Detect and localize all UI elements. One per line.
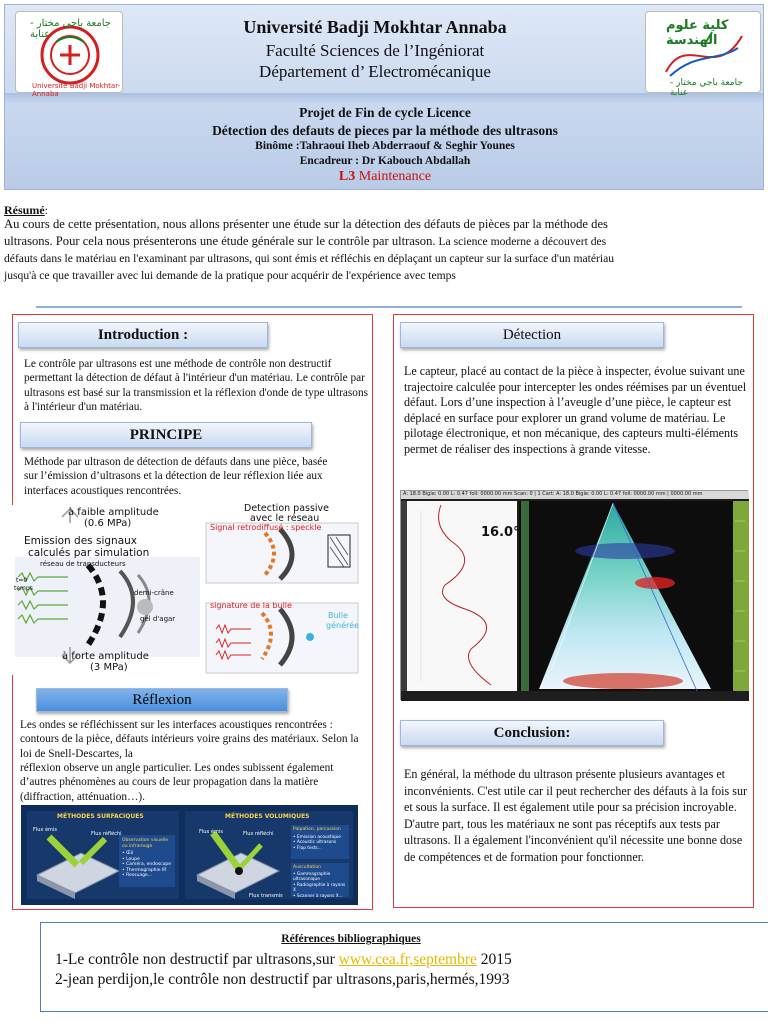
reference-1-year: 2015	[476, 951, 512, 968]
flux-emis-right: Flux émis	[199, 829, 223, 835]
resume-line-3: défauts dans le matériau en l'examinant par ultrasons, qui sont émis et réfléchis en déplaçant un capteur sur la surface d'un matériau	[4, 252, 615, 265]
fig-high-mpa: (3 MPa)	[90, 662, 128, 673]
scan-topbar-left: A: 18.0 Bigle: 0.00 L: 0.47 foll: 0000.00 mm	[403, 491, 513, 497]
obs-item: • Ressuage...	[122, 873, 152, 879]
scan-topbar-right: Scan: 0 | 1 Cart: A: 18.0 Bigle: 0.00 L: 0.47 foll: 0000.00 mm | 0000.00 mm	[514, 491, 703, 497]
faculty-name: Faculté Sciences de l’Ingéniorat	[265, 41, 485, 60]
principe-text: Méthode par ultrason de détection de défauts dans une pièce, basée sur l’émission d’ultrasons et la détection de leur réflexion liée aux interfaces acoustiques rencontrées.	[24, 456, 328, 497]
poster-header	[4, 4, 764, 190]
principe-heading: PRINCIPE	[20, 422, 312, 448]
logo-left-caption: Université Badji Mokhtar-Annaba	[32, 82, 121, 98]
methods-volume-title: MÉTHODES VOLUMIQUES	[225, 813, 310, 820]
resume-label: Résumé	[4, 203, 45, 217]
conclusion-text: En général, la méthode du ultrason présente plusieurs avantages et inconvénients. C'est utile car il peut rechercher des défauts à la fois sur et sous la surface. Il est également utile pour sa précision incroyable. D'autre part, tous les matériaux ne sont pas réceptifs aux tests par ultrasons. Il a également l'inconvénient qu'il nécessite une bonne dose de compétences et de formation pour fonctionner.	[404, 767, 748, 864]
resume-line-4: jusqu'à ce que travailler avec lui demande de la pratique pour acquérir de l'expérience avec temps	[4, 269, 456, 282]
obs-item: • Thermographie IR	[122, 867, 167, 873]
binome-names: Binôme :Tahraoui Iheb Abderraouf & Seghir Younes	[255, 140, 515, 152]
reference-1	[55, 951, 512, 969]
obs-item: • Œil	[122, 851, 134, 856]
ausc-item: • Gammagraphie ultrasonique	[293, 872, 331, 883]
supervisor: Encadreur : Dr Kabouch Abdallah	[299, 155, 471, 167]
fig-demicrane: demi-crâne	[134, 589, 174, 597]
flux-transmis: Flux transmis	[249, 893, 283, 899]
faculty-logo-right	[645, 11, 761, 98]
fig-calc: calculés par simulation	[28, 547, 150, 559]
level-code: L3	[338, 169, 356, 184]
perc-item: • Emission acoustique	[293, 835, 341, 840]
methods-surface-title: MÉTHODES SURFACIQUES	[57, 813, 144, 820]
flux-emis-left: Flux émis	[33, 827, 57, 833]
reflexion-text-2: réflexion observe un angle particulier. Les ondes subissent également d’autres phénomènes au cours de leur propagation dans la matière (diffraction, atténuation…).	[20, 762, 334, 803]
methods-figure	[21, 805, 358, 905]
percussion-list	[293, 835, 349, 851]
fig-low-mpa: (0.6 MPa)	[84, 518, 132, 529]
ausc-item: • Radiographie à rayons X	[293, 882, 346, 894]
section-divider	[36, 306, 742, 308]
project-title: Projet de Fin de cycle Licence	[299, 105, 471, 120]
reflexion-heading: Réflexion	[36, 688, 288, 712]
observation-label: Observation visuelle ou infrarouge	[122, 838, 168, 849]
fig-low-amplitude: à faible amplitude	[68, 507, 159, 518]
obs-item: • Caméra, endoscope	[122, 862, 172, 868]
logo-left-arabic: جامعة باجي مختار - عنابة	[30, 18, 111, 40]
reference-2: 2-jean perdijon,le contrôle non destructif par ultrasons,paris,hermés,1993	[55, 971, 510, 988]
fig-t0: t=0	[16, 577, 28, 584]
scan-angle: 16.0°	[481, 525, 520, 540]
logo-right-arabic: كلية علوم الهندسة	[666, 18, 729, 48]
logo-right-caption: جامعة باجي مختار - عنابة	[670, 78, 743, 98]
resume-line-1: Au cours de cette présentation, nous allons présenter une étude sur la détection des défauts de pièces par la méthode des	[4, 217, 608, 231]
resume-heading: Résumé:	[4, 203, 49, 217]
university-logo-left	[15, 11, 123, 98]
fig-detect: Detection passive	[244, 503, 330, 514]
detection-text: Le capteur, placé au contact de la pièce à inspecter, évolue suivant une trajectoire calculée pour intercepter les ondes réémises par un éventuel défaut. Lors d’une inspection à l’aveugle d’une pièce, le capteur est déplacé en surface pour explorer un grand volume de matériau. Le pilotage électronique, et non mécanique, des capteurs multi-éléments permet de réaliser des inspections à grande vitesse.	[404, 364, 747, 456]
introduction-heading: Introduction :	[18, 322, 268, 348]
reference-1-link[interactable]: www.cea.fr,septembre	[338, 951, 477, 968]
perc-item: • Flap tests...	[293, 845, 322, 851]
fig-bubble: Bulle	[328, 611, 348, 620]
resume-line-2	[4, 233, 744, 250]
reference-1-text: 1-Le contrôle non destructif par ultrasons,sur	[55, 951, 339, 968]
resume-text	[4, 216, 744, 284]
detection-heading: Détection	[400, 322, 664, 348]
observation-list	[122, 851, 174, 879]
fig-speckle: Signal retrodiffusé : speckle	[210, 523, 322, 532]
fig-high-amplitude: à forte amplitude	[62, 651, 149, 662]
university-name: Université Badji Mokhtar Annaba	[243, 17, 507, 37]
ausc-item: • Scanner à rayons X...	[293, 893, 343, 899]
scan-topbar	[403, 491, 748, 497]
fig-transducers: réseau de transducteurs	[40, 560, 126, 568]
level-name: Maintenance	[355, 169, 432, 184]
resume-line-2a: ultrasons. Pour cela nous présenterons une étude générale sur le contrôle par ultrason.	[4, 234, 436, 248]
auscultation-list	[293, 872, 349, 899]
principe-figure	[10, 505, 364, 675]
fig-emission: Emission des signaux	[24, 535, 137, 547]
conclusion-heading: Conclusion:	[400, 720, 664, 746]
references-title: Références bibliographiques	[281, 933, 421, 945]
fig-bubble-signature: signature de la bulle	[210, 601, 292, 610]
auscultation-label: Auscultation	[293, 865, 321, 870]
percussion-label: Palpation, percussion	[293, 827, 341, 832]
level-label	[85, 169, 685, 185]
ultrasonic-scan-image	[400, 490, 748, 700]
project-subject: Détection des defauts de pieces par la méthode des ultrasons	[212, 123, 558, 138]
obs-item: • Loupe	[122, 856, 140, 862]
introduction-text: Le contrôle par ultrasons est une méthode de contrôle non destructif permettant la détection de défaut à l'intérieur d'un matériau. Le contrôle par ultrasons est basé sur la transmission et la réflexion d'onde de type ultrasons à l'intérieur d'un matériau.	[24, 358, 369, 414]
fig-detect2: avec le réseau	[250, 513, 320, 524]
resume-line-2b: La science moderne a découvert des	[435, 235, 607, 248]
flux-reflechi-right: Flux réfléchi	[243, 831, 274, 837]
department-name: Département d’ Electromécanique	[259, 62, 491, 81]
flux-reflechi-left: Flux réfléchi	[91, 831, 122, 837]
perc-item: • Acoustic ultrasons	[293, 840, 337, 846]
reflexion-text-1: Les ondes se réfléchissent sur les interfaces acoustiques rencontrées : contours de la pièce, défauts intérieurs voire grains des matériaux. Selon la loi de Snell-Descartes, la	[20, 719, 359, 760]
references-box	[40, 922, 768, 1012]
fig-temps: temps	[14, 585, 33, 592]
phased-array-scan	[401, 491, 749, 701]
fig-agar: gel d'agar	[140, 615, 176, 623]
fig-generated: générée	[326, 621, 359, 630]
